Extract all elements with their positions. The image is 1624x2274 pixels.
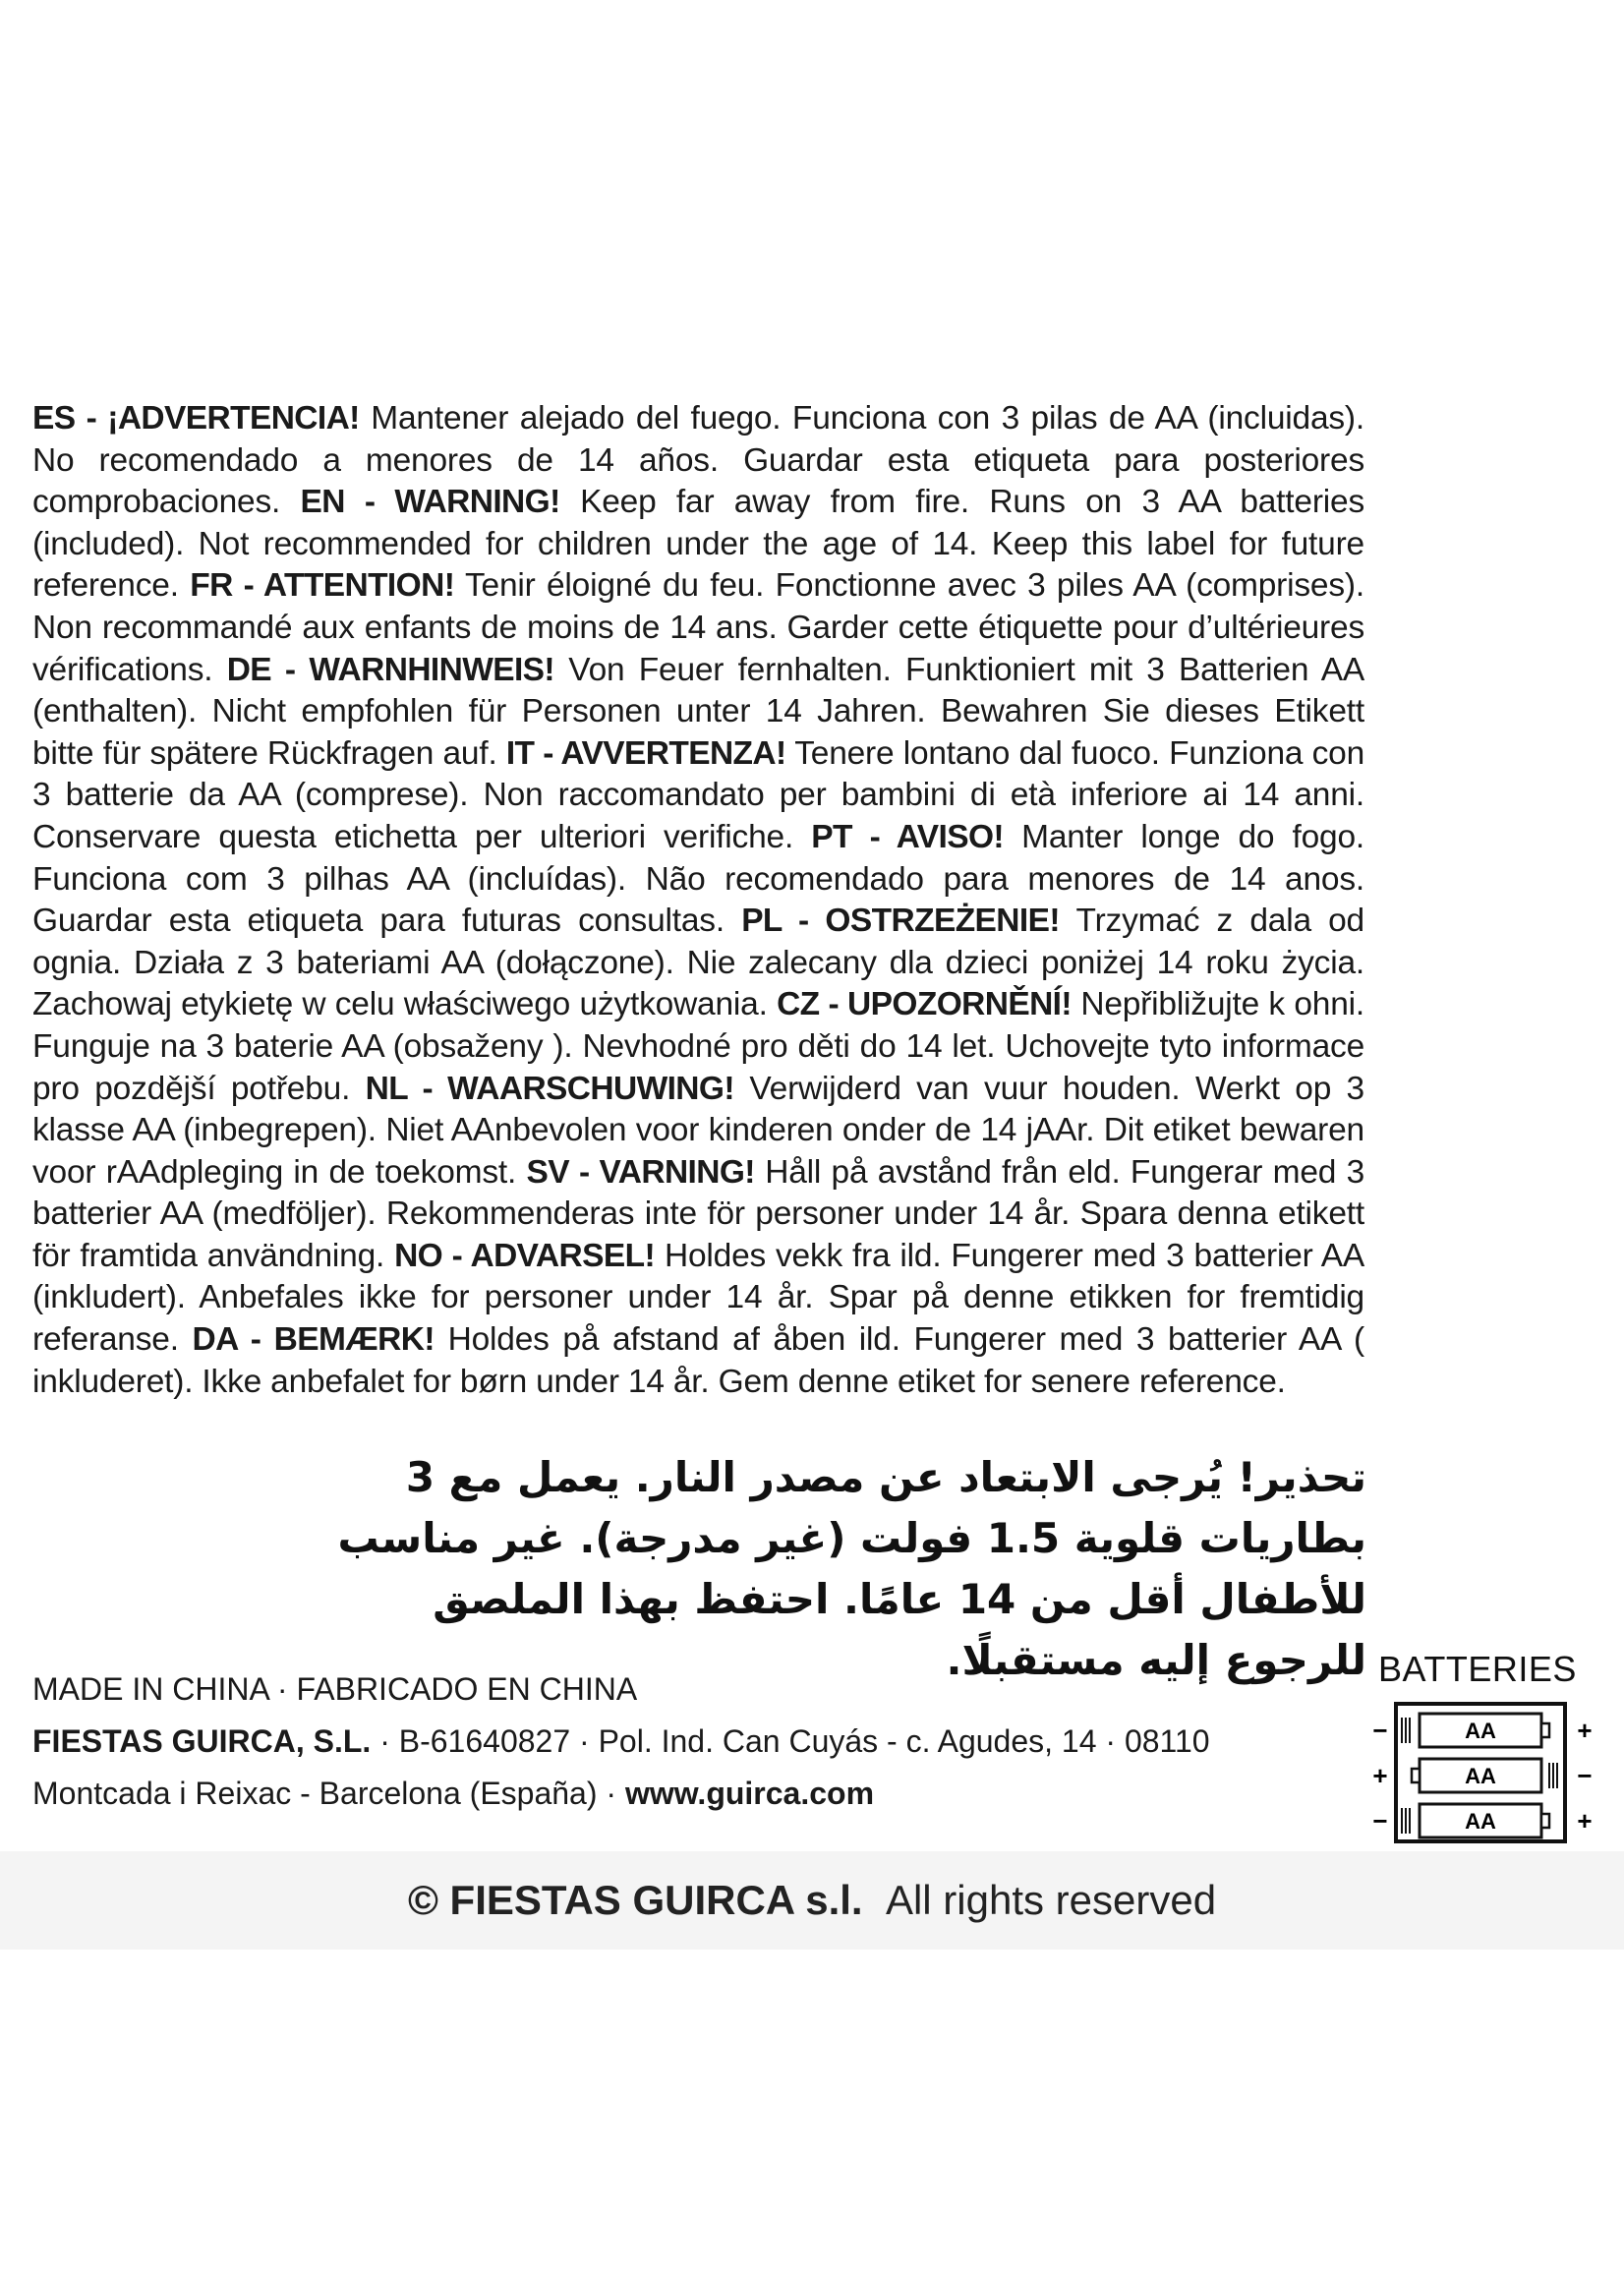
battery-cell (1372, 1714, 1592, 1747)
warning-text: Mantener alejado del fuego. Funciona con 3 pilas de AA (incluidas). No recomendado a menores de 14 años. Guardar esta etiqueta para posteriores comprobaciones. (32, 400, 1364, 521)
warning-text: Verwijderd van vuur houden. Werkt op 3 klasse AA (inbegrepen). Niet AAnbevolen voor kinderen onder de 14 jAAr. Dit etiket bewaren voor rAAdpleging in de toekomst. (32, 1070, 1364, 1191)
warning-text: Tenir éloigné du feu. Fonctionne avec 3 piles AA (comprises). Non recommandé aux enfants de moins de 14 ans. Garder cette étiquette pour d’ultérieures vérifications. (32, 567, 1364, 688)
website-link[interactable]: www.guirca.com (624, 1776, 875, 1811)
battery-cell (1372, 1804, 1592, 1837)
warning-text: Trzymać z dala od ognia. Działa z 3 bateriami AA (dołączone). Nie zalecany dla dzieci poniżej 14 roku życia. Zachowaj etykietę w celu właściwego użytkowania. (32, 903, 1364, 1023)
battery-cell-label: AA (1465, 1764, 1496, 1788)
warning-label: EN - WARNING! (300, 484, 560, 521)
battery-left-sign: − (1372, 1806, 1388, 1836)
warning-label: SV - VARNING! (526, 1153, 755, 1191)
warning-text: Manter longe do fogo. Funciona com 3 pilhas AA (incluídas). Não recomendado para menores de 14 anos. Guardar esta etiqueta para futuras consultas. (32, 818, 1364, 940)
copyright-owner: © FIESTAS GUIRCA s.l. (407, 1877, 863, 1923)
warning-label: PL - OSTRZEŻENIE! (741, 903, 1060, 940)
rights-reserved: All rights reserved (885, 1877, 1217, 1923)
warning-text: Holdes vekk fra ild. Fungerer med 3 batterier AA (inkludert). Anbefales ikke for personer under 14 år. Spar på denne etikken for fremtidig referanse. (32, 1237, 1364, 1359)
battery-diagram (1366, 1649, 1602, 1845)
warning-text: Nepřibližujte k ohni. Funguje na 3 baterie AA (obsaženy ). Nevhodné pro děti do 14 let. Uchovejte tyto informace pro pozdější potřebu. (32, 986, 1365, 1107)
warning-label: IT - AVVERTENZA! (505, 734, 786, 772)
battery-title: BATTERIES (1378, 1649, 1577, 1689)
battery-right-sign: − (1577, 1761, 1593, 1790)
battery-left-sign: + (1372, 1761, 1388, 1790)
battery-cell-label: AA (1465, 1719, 1496, 1743)
made-in-line: MADE IN CHINA · FABRICADO EN CHINA (32, 1671, 638, 1707)
company-name: FIESTAS GUIRCA, S.L. (32, 1723, 372, 1759)
company-line (32, 1716, 1350, 1768)
warning-label: NL - WAARSCHUWING! (365, 1070, 734, 1107)
battery-left-sign: − (1372, 1716, 1388, 1745)
company-city: Montcada i Reixac - Barcelona (España) · (32, 1776, 625, 1811)
warning-label: CZ - UPOZORNĚNÍ! (777, 986, 1072, 1023)
company-address: · B-61640827 · Pol. Ind. Can Cuyás - c. Agudes, 14 · 08110 (371, 1723, 1210, 1759)
city-line (32, 1768, 1350, 1820)
battery-cell (1372, 1759, 1592, 1792)
warning-label: NO - ADVARSEL! (394, 1237, 656, 1274)
manufacturer-imprint (32, 1663, 1350, 1820)
warning-label: FR - ATTENTION! (190, 567, 455, 605)
copyright-footer (0, 1851, 1624, 1950)
warning-text: Tenere lontano dal fuoco. Funziona con 3 batterie da AA (comprese). Non raccomandato per bambini di età inferiore ai 14 anni. Conservare questa etichetta per ulteriori verifiche. (32, 734, 1365, 855)
warning-text: Von Feuer fernhalten. Funktioniert mit 3 Batterien AA (enthalten). Nicht empfohlen für Personen unter 14 Jahren. Bewahren Sie dieses Etikett bitte für spätere Rückfragen auf. (32, 651, 1364, 772)
battery-compartment-icon (1366, 1700, 1602, 1847)
warning-label: DA - BEMÆRK! (192, 1321, 435, 1359)
warning-text: Holdes på afstand af åben ild. Fungerer med 3 batterier AA ( inkluderet). Ikke anbefalet for børn under 14 år. Gem denne etiket for senere reference. (32, 1321, 1364, 1400)
warning-label: ES - ¡ADVERTENCIA! (32, 400, 360, 437)
warning-label: PT - AVISO! (811, 818, 1004, 855)
arabic-warning-text: تحذير! يُرجى الابتعاد عن مصدر النار. يعمل مع 3 بطاريات قلوية 1.5 فولت (غير مدرجة). غير مناسب للأطفال أقل من 14 عامًا. احتفظ بهذا الملصق للرجوع إليه مستقبلًا. (337, 1453, 1366, 1684)
battery-cell-label: AA (1465, 1809, 1496, 1834)
battery-right-sign: + (1577, 1716, 1593, 1745)
multilingual-warning-text (32, 398, 1364, 1403)
warning-text: Håll på avstånd från eld. Fungerar med 3 batterier AA (medföljer). Rekommenderas inte för personer under 14 år. Spara denna etikett för framtida användning. (32, 1153, 1365, 1274)
battery-right-sign: + (1577, 1806, 1593, 1836)
warning-text: Keep far away from fire. Runs on 3 AA batteries (included). Not recommended for children under the age of 14. Keep this label for future reference. (32, 484, 1365, 605)
warning-label: DE - WARNHINWEIS! (226, 651, 554, 688)
